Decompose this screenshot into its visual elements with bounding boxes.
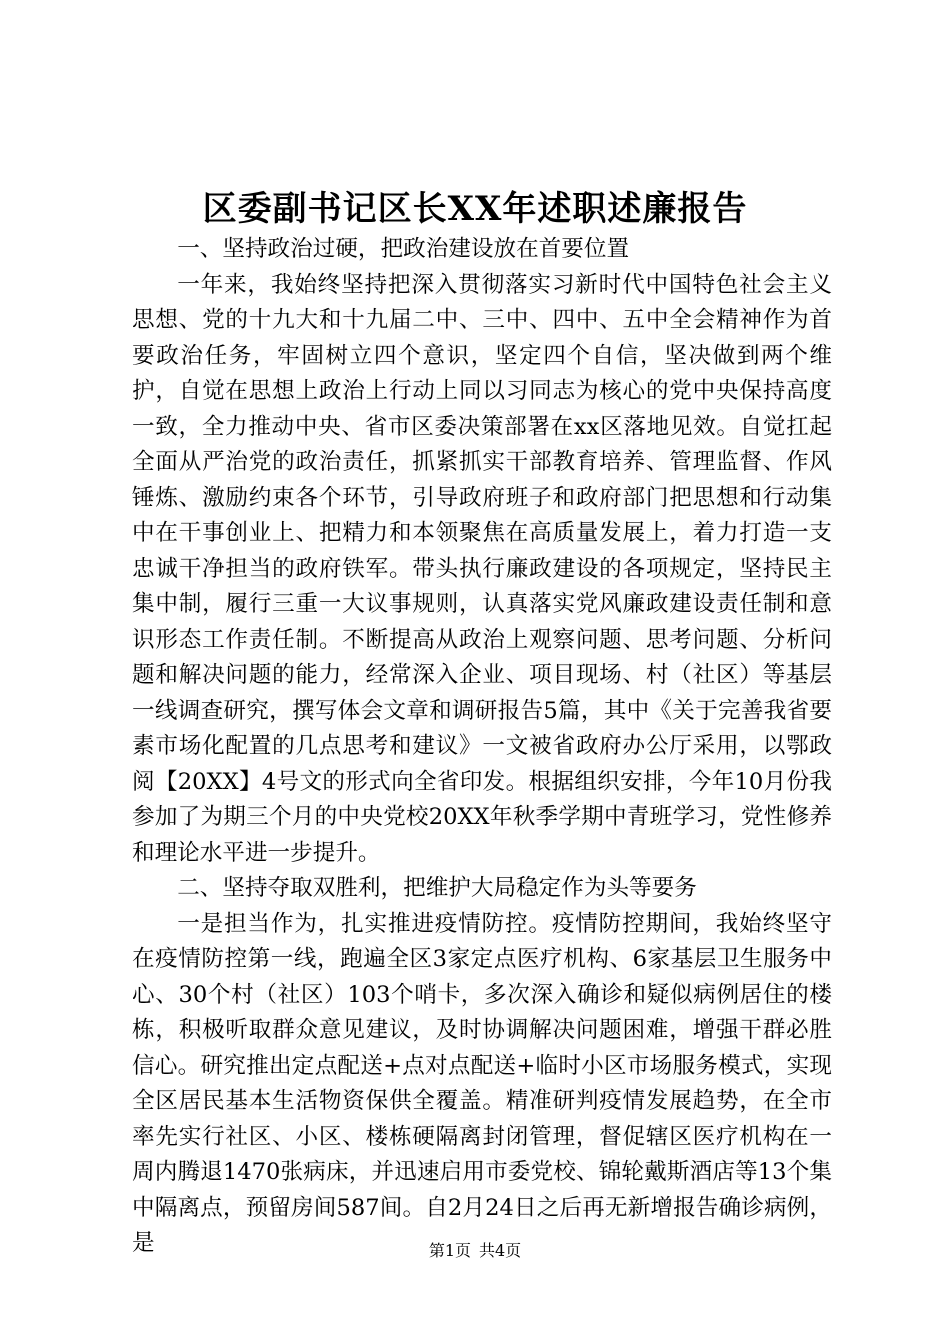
document-body — [132, 232, 832, 1262]
page-total: 共4页 — [479, 1241, 522, 1260]
section-paragraph: 一年来，我始终坚持把深入贯彻落实习新时代中国特色社会主义思想、党的十九大和十九届二中、三中、四中、五中全会精神作为首要政治任务，牢固树立四个意识，坚定四个自信，坚决做到两个维护，自觉在思想上政治上行动上同以习同志为核心的党中央保持高度一致，全力推动中央、省市区委决策部署在xx区落地见效。自觉扛起全面从严治党的政治责任，抓紧抓实干部教育培养、管理监督、作风锤炼、激励约束各个环节，引导政府班子和政府部门把思想和行动集中在干事创业上、把精力和本领聚焦在高质量发展上，着力打造一支忠诚干净担当的政府铁军。带头执行廉政建设的各项规定，坚持民主集中制，履行三重一大议事规则，认真落实党风廉政建设责任制和意识形态工作责任制。不断提高从政治上观察问题、思考问题、分析问题和解决问题的能力，经常深入企业、项目现场、村（社区）等基层一线调查研究，撰写体会文章和调研报告5篇，其中《关于完善我省要素市场化配置的几点思考和建议》一文被省政府办公厅采用，以鄂政阅【20XX】4号文的形式向全省印发。根据组织安排，今年10月份我参加了为期三个月的中央党校20XX年秋季学期中青班学习，党性修养和理论水平进一步提升。 — [132, 271, 832, 866]
page-footer — [0, 1240, 950, 1262]
page-number: 第1页 — [428, 1241, 471, 1260]
section-paragraph: 一是担当作为，扎实推进疫情防控。疫情防控期间，我始终坚守在疫情防控第一线，跑遍全区3家定点医疗机构、6家基层卫生服务中心、30个村（社区）103个哨卡，多次深入确诊和疑似病例居住的楼栋，积极听取群众意见建议，及时协调解决问题困难，增强干群必胜信心。研究推出定点配送+点对点配送+临时小区市场服务模式，实现全区居民基本生活物资保供全覆盖。精准研判疫情发展趋势，在全市率先实行社区、小区、楼栋硬隔离封闭管理，督促辖区医疗机构在一周内腾退1470张病床，并迅速启用市委党校、锦轮戴斯酒店等13个集中隔离点，预留房间587间。自2月24日之后再无新增报告确诊病例，是 — [132, 910, 832, 1256]
section-heading: 一、坚持政治过硬，把政治建设放在首要位置 — [177, 236, 630, 262]
section-heading: 二、坚持夺取双胜利，把维护大局稳定作为头等要务 — [177, 875, 697, 901]
document-title: 区委副书记区长XX年述职述廉报告 — [202, 189, 748, 229]
